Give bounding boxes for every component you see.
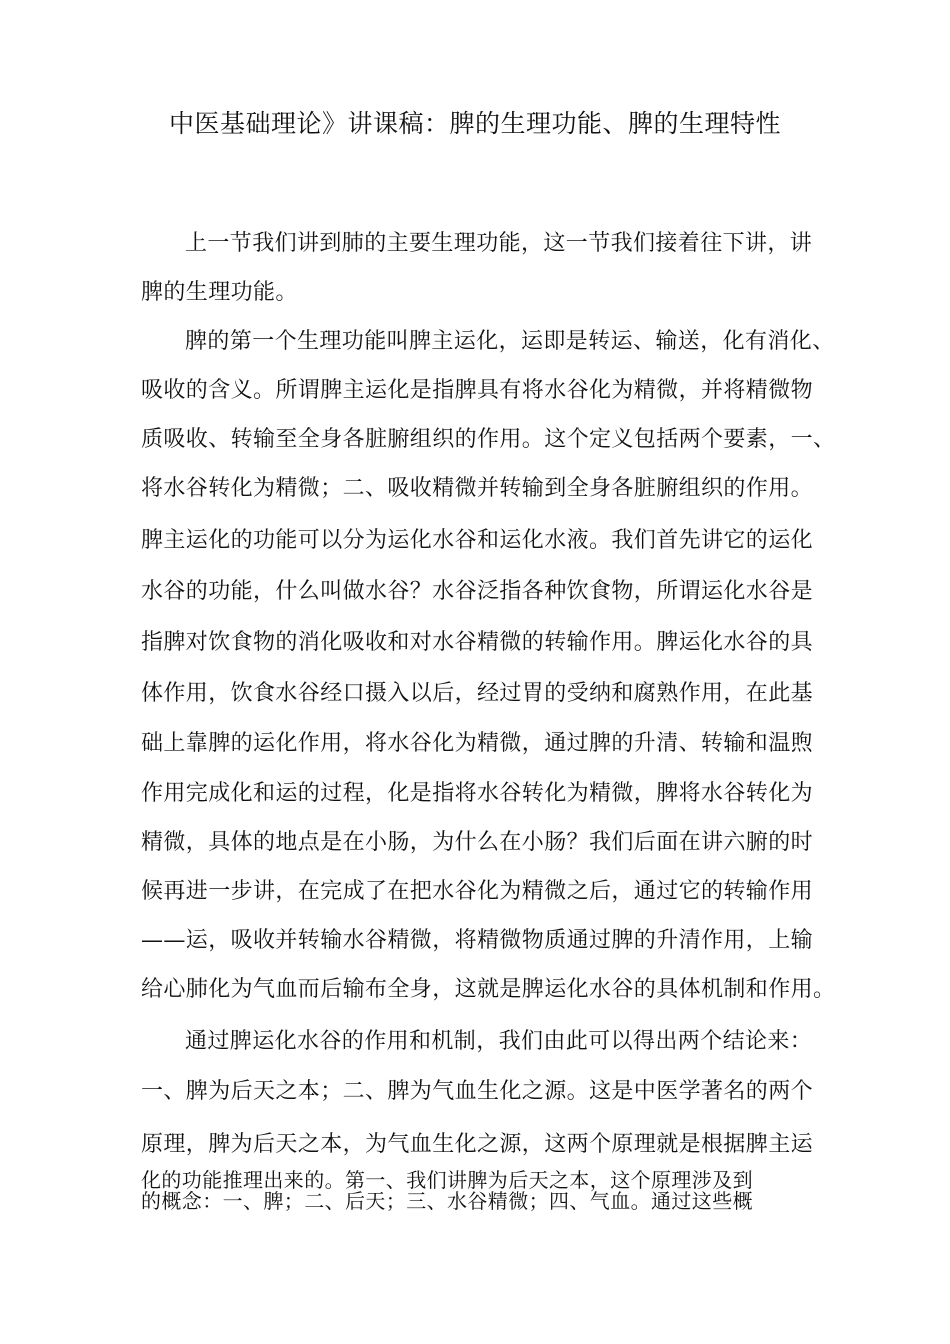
paragraph-line: 候再进一步讲，在完成了在把水谷化为精微之后，通过它的转输作用	[141, 879, 814, 904]
paragraph-line: 脾的第一个生理功能叫脾主运化，运即是转运、输送，化有消化、	[185, 329, 835, 354]
document-title: 中医基础理论》讲课稿：脾的生理功能、脾的生理特性	[168, 109, 781, 138]
paragraph-line: 脾主运化的功能可以分为运化水谷和运化水液。我们首先讲它的运化	[141, 528, 814, 553]
paragraph-line: 水谷的功能，什么叫做水谷？水谷泛指各种饮食物，所谓运化水谷是	[141, 579, 814, 604]
paragraph-line: ——运，吸收并转输水谷精微，将精微物质通过脾的升清作用，上输	[141, 928, 814, 953]
paragraph-line: 的概念：一、脾；二、后天；三、水谷精微；四、气血。通过这些概	[141, 1189, 753, 1213]
paragraph-line: 质吸收、转输至全身各脏腑组织的作用。这个定义包括两个要素，一、	[141, 427, 836, 452]
paragraph-line: 通过脾运化水谷的作用和机制，我们由此可以得出两个结论来：	[185, 1029, 813, 1054]
paragraph-line: 指脾对饮食物的消化吸收和对水谷精微的转输作用。脾运化水谷的具	[141, 630, 814, 655]
paragraph-line: 脾的生理功能。	[141, 280, 298, 305]
paragraph-line: 础上靠脾的运化作用，将水谷化为精微，通过脾的升清、转输和温煦	[141, 731, 814, 756]
paragraph-line: 原理，脾为后天之本，为气血生化之源，这两个原理就是根据脾主运	[141, 1132, 814, 1157]
paragraph-line: 吸收的含义。所谓脾主运化是指脾具有将水谷化为精微，并将精微物	[141, 378, 814, 403]
paragraph-line: 作用完成化和运的过程，化是指将水谷转化为精微，脾将水谷转化为	[141, 781, 814, 806]
paragraph-line: 将水谷转化为精微；二、吸收精微并转输到全身各脏腑组织的作用。	[141, 476, 814, 501]
paragraph-line: 一、脾为后天之本；二、脾为气血生化之源。这是中医学著名的两个	[141, 1079, 814, 1104]
paragraph-line: 给心肺化为气血而后输布全身，这就是脾运化水谷的具体机制和作用。	[141, 977, 836, 1002]
paragraph-line: 体作用，饮食水谷经口摄入以后，经过胃的受纳和腐熟作用，在此基	[141, 681, 814, 706]
paragraph-line: 上一节我们讲到肺的主要生理功能，这一节我们接着往下讲，讲	[185, 231, 813, 256]
paragraph-line: 精微，具体的地点是在小肠，为什么在小肠？我们后面在讲六腑的时	[141, 830, 814, 855]
paragraph-line: 化的功能推理出来的。第一、我们讲脾为后天之本，这个原理涉及到	[141, 1168, 753, 1192]
